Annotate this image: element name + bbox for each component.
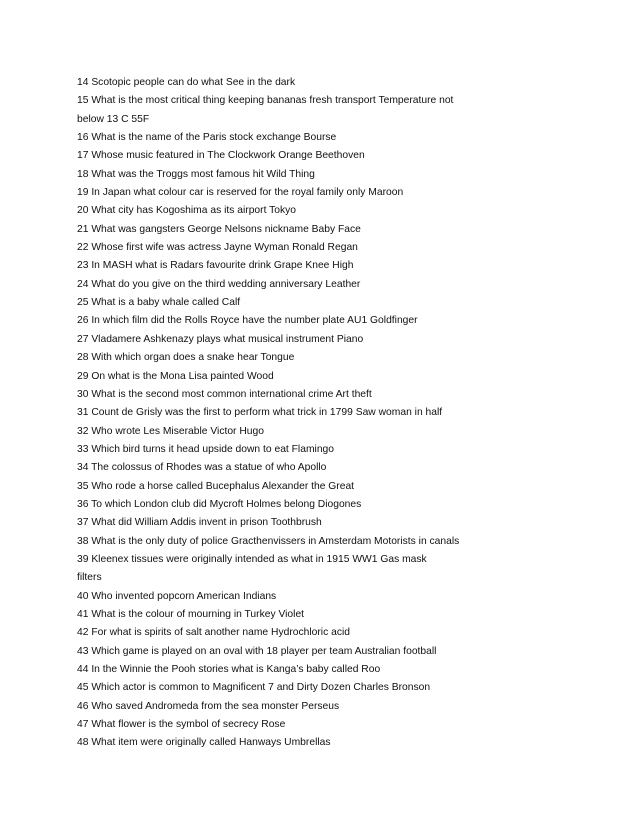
text-line: 19 In Japan what colour car is reserved for the royal family only Maroon — [77, 187, 404, 199]
text-line: 21 What was gangsters George Nelsons nickname Baby Face — [77, 223, 361, 235]
text-line: 40 Who invented popcorn American Indians — [77, 590, 277, 602]
text-line: 41 What is the colour of mourning in Turkey Violet — [77, 608, 305, 620]
text-line: 44 In the Winnie the Pooh stories what is Kanga’s baby called Roo — [77, 664, 381, 675]
text-line: 36 To which London club did Mycroft Holmes belong Diogones — [77, 498, 362, 510]
text-line: 34 The colossus of Rhodes was a statue of who Apollo — [77, 462, 327, 474]
text-line: 46 Who saved Andromeda from the sea monster Perseus — [77, 700, 340, 712]
text-line: 42 For what is spirits of salt another name Hydrochloric acid — [77, 627, 350, 639]
text-line: 47 What flower is the symbol of secrecy Rose — [77, 719, 286, 731]
text-line: 35 Who rode a horse called Bucephalus Alexander the Great — [77, 480, 355, 492]
text-line: 37 What did William Addis invent in prison Toothbrush — [77, 517, 322, 529]
text-line: 24 What do you give on the third wedding anniversary Leather — [77, 278, 361, 290]
text-line: 27 Vladamere Ashkenazy plays what musical instrument Piano — [77, 333, 364, 345]
text-line: 26 In which film did the Rolls Royce have the number plate AU1 Goldfinger — [77, 315, 418, 327]
text-line: 38 What is the only duty of police Gracthenvissers in Amsterdam Motorists in canals — [77, 535, 460, 547]
text-line: 45 Which actor is common to Magnificent 7 and Dirty Dozen Charles Bronson — [77, 682, 431, 694]
text-line: below 13 C 55F — [77, 113, 150, 125]
text-line: 39 Kleenex tissues were originally intended as what in 1915 WW1 Gas mask — [77, 553, 427, 565]
text-line: 20 What city has Kogoshima as its airport Tokyo — [77, 205, 297, 217]
text-line: 43 Which game is played on an oval with 18 player per team Australian football — [77, 645, 437, 657]
text-line: 22 Whose first wife was actress Jayne Wyman Ronald Regan — [77, 242, 358, 254]
text-line: 18 What was the Troggs most famous hit Wild Thing — [77, 168, 315, 180]
text-line: 28 With which organ does a snake hear Tongue — [77, 352, 295, 364]
text-line: filters — [77, 572, 102, 584]
text-line: 32 Who wrote Les Miserable Victor Hugo — [77, 425, 264, 437]
text-line: 29 On what is the Mona Lisa painted Wood — [77, 370, 274, 382]
text-line: 23 In MASH what is Radars favourite drink Grape Knee High — [77, 260, 354, 272]
text-line: 30 What is the second most common international crime Art theft — [77, 388, 372, 400]
quiz-question-list — [77, 74, 577, 753]
text-line: 16 What is the name of the Paris stock exchange Bourse — [77, 132, 337, 144]
text-line: 14 Scotopic people can do what See in the dark — [77, 77, 296, 88]
text-line: 25 What is a baby whale called Calf — [77, 297, 241, 309]
text-line: 33 Which bird turns it head upside down to eat Flamingo — [77, 443, 334, 455]
text-line: 15 What is the most critical thing keeping bananas fresh transport Temperature not — [77, 95, 454, 107]
text-line: 31 Count de Grisly was the first to perform what trick in 1799 Saw woman in half — [77, 407, 443, 419]
text-line: 48 What item were originally called Hanways Umbrellas — [77, 737, 331, 749]
text-line: 17 Whose music featured in The Clockwork Orange Beethoven — [77, 150, 365, 162]
